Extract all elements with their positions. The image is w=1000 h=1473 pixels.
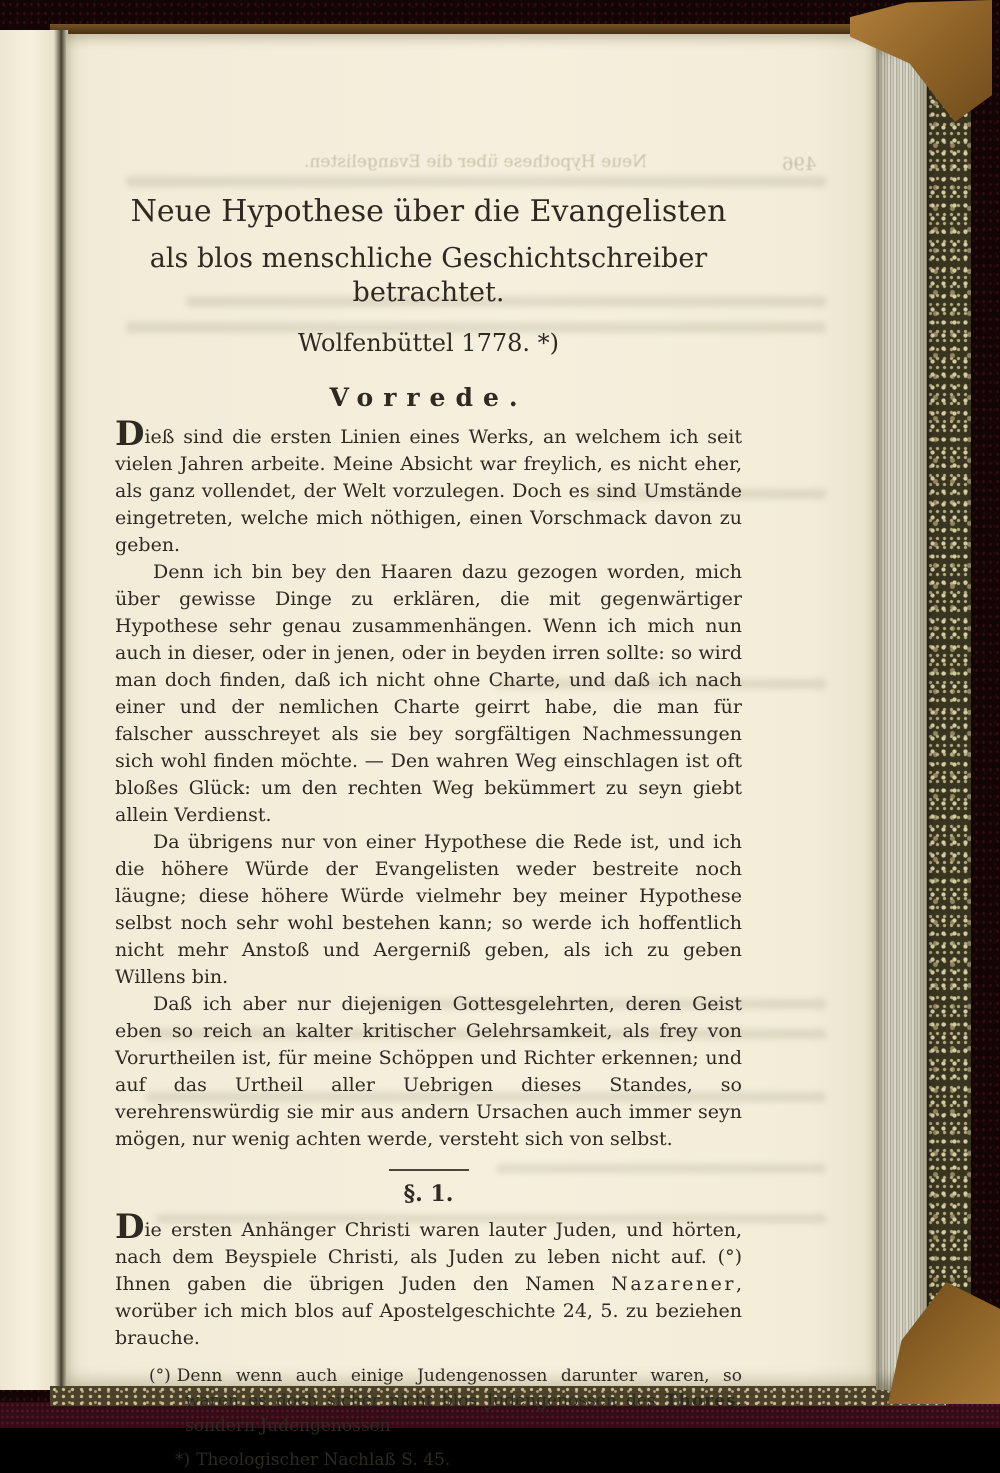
drop-cap-initial: D [115, 414, 145, 454]
section-1-paragraph [115, 1207, 742, 1352]
marbled-cover-edge [927, 30, 971, 1400]
facing-page-edge [0, 30, 56, 1390]
preface-heading: Vorrede. [329, 383, 528, 412]
page-stack-fore-edge [876, 38, 927, 1390]
section-divider-rule [389, 1169, 469, 1171]
footnote-marker: (°) [149, 1366, 171, 1386]
section-1-heading: §. 1. [403, 1181, 454, 1207]
preface-paragraph-2: Denn ich bin bey den Haaren dazu gezogen worden, mich über gewisse Dinge zu erklären, die mit gegenwärtiger Hypothese sehr genau zusammenhängen. Wenn ich mich nun auch in dieser, oder in jenen, oder in beyden irren sollte: so wird man doch finden, daß ich nicht ohne Charte, und daß ich nach einer und der nemlichen Charte geirrt habe, die man für falscher ausschreyet als sie bey sorgfältigen Nachmessungen sich wohl finden möchte. — Den wahren Weg einschlagen ist oft bloßes Glück: um den rechten Weg bekümmert zu seyn giebt allein Verdienst. [115, 561, 742, 826]
paragraph-text: , worüber ich mich blos auf Apostelgeschichte 24, 5. zu beziehen brauche. [115, 1273, 742, 1349]
paragraph-text: ieß sind die ersten Linien eines Werks, an welchem ich seit vielen Jahren arbeite. Meine Absicht war freylich, es nicht eher, als ganz vollendet, der Welt vorzulegen. Doch es sind Umstände eingetreten, welche mich nöthigen, einen Vorschmack davon zu geben. [115, 426, 742, 556]
text-block [115, 194, 742, 1473]
preface-paragraph-1 [115, 414, 742, 559]
preface-paragraph-4: Daß ich aber nur diejenigen Gottesgelehrten, deren Geist eben so reich an kalter kritischer Gelehrsamkeit, als frey von Vorurtheilen ist, für meine Schöppen und Richter erkennen; und auf das Urtheil aller Uebrigen dieses Standes, so verehrenswürdig sie mir aus andern Ursachen auch immer seyn mögen, nur wenig achten werde, versteht sich von selbst. [115, 993, 742, 1150]
thores-term: Thores [664, 1391, 737, 1411]
footnote-text: Denn wenn auch einige Judengenossen darunter waren, so waren es doch sicher nicht blos Judengenossen des [176, 1366, 742, 1411]
footnote-marker: *) [175, 1450, 191, 1470]
page-title-line2: als blos menschliche Geschichtschreiber betrachtet. [149, 243, 708, 308]
showthrough-running-header [216, 152, 736, 172]
footnote-circle [115, 1364, 742, 1439]
footnote-asterisk [115, 1448, 742, 1473]
book-page [66, 34, 876, 1470]
footnote-text: Theologischer Nachlaß S. 45. [196, 1450, 451, 1470]
footnotes-area [115, 1364, 742, 1473]
nazarener-term: Nazarener [611, 1273, 736, 1295]
footnote-text: , sondern Judengenossen [185, 1391, 742, 1436]
showthrough-page-number: 496 [781, 154, 816, 175]
showthrough-area [66, 122, 876, 202]
imprint-line: Wolfenbüttel 1778. *) [297, 329, 560, 357]
showthrough-smudge [126, 176, 826, 187]
drop-cap-initial: D [115, 1207, 145, 1247]
showthrough-header-text: Neue Hypothese über die Evangelisten. [304, 152, 648, 172]
preface-paragraph-3: Da übrigens nur von einer Hypothese die Rede ist, und ich die höhere Würde der Evangelisten weder bestreite noch läugne; diese höhere Würde vielmehr bey meiner Hypothese selbst noch sehr wohl bestehen kann; so werde ich hoffentlich nicht mehr Anstoß und Aergerniß geben, als ich zu geben Willens bin. [115, 831, 742, 988]
page-title-line1: Neue Hypothese über die Evangelisten [130, 194, 727, 229]
paragraph-text: ie ersten Anhänger Christi waren lauter Juden, und hörten, nach dem Beyspiele Christi, als Juden zu leben nicht auf. (°) Ihnen gaben die übrigen Juden den Namen [115, 1219, 742, 1295]
